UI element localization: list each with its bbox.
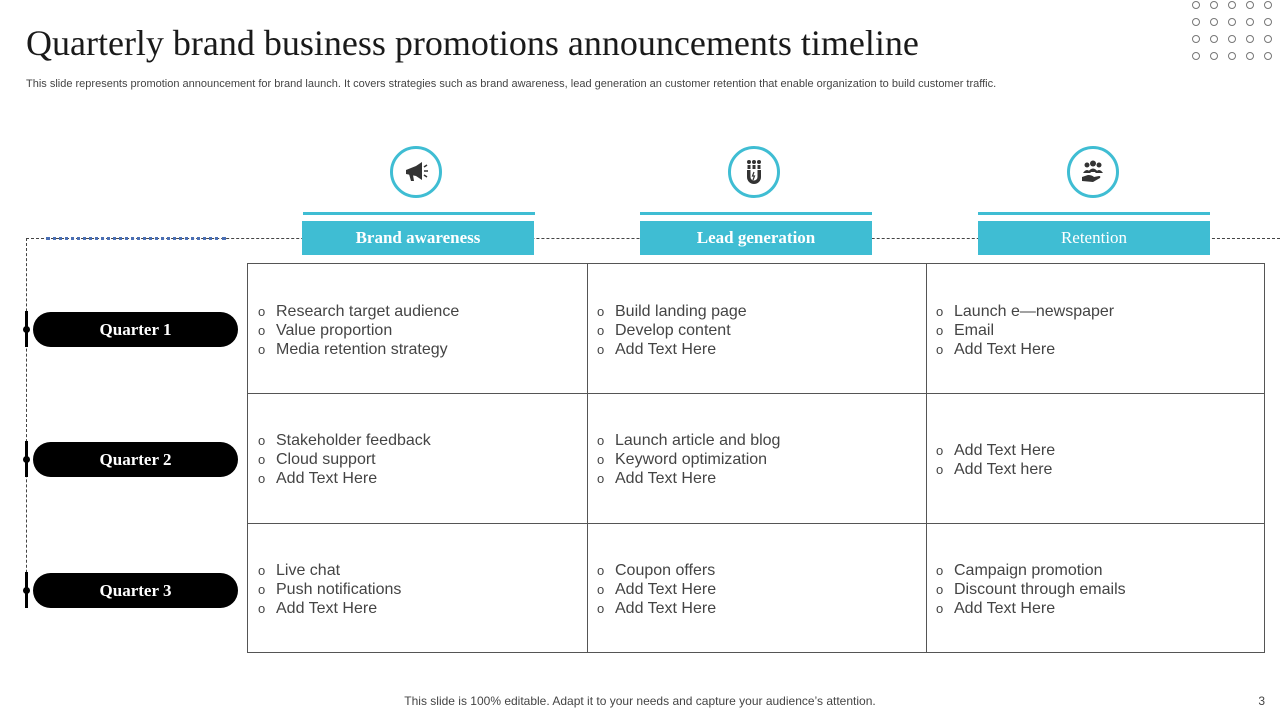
list-item: o Develop content [597, 321, 747, 340]
list-item: o Media retention strategy [258, 340, 459, 359]
decorative-dot [1228, 52, 1236, 60]
decorative-dot [1210, 35, 1218, 43]
list-item: o Live chat [258, 561, 401, 580]
decorative-dot [1246, 1, 1254, 9]
slide-footer: This slide is 100% editable. Adapt it to your needs and capture your audience’s attention. [404, 694, 876, 708]
list-item: o Value proportion [258, 321, 459, 340]
decorative-dot [1192, 1, 1200, 9]
table-cell-q2-retention [936, 441, 1055, 479]
slide-subtitle: This slide represents promotion announcement for brand launch. It covers strategies such as brand awareness, lead generation an customer retention that enable organization to build customer traffic. [26, 78, 997, 90]
column-icon-brand-awareness [390, 146, 442, 198]
list-item: o Add Text Here [597, 469, 780, 488]
column-accent-bar [640, 212, 872, 215]
list-item: o Add Text Here [936, 599, 1126, 618]
decorative-dot [1228, 18, 1236, 26]
decorative-dot [1264, 18, 1272, 26]
decorative-dot [1192, 52, 1200, 60]
list-item: o Add Text Here [258, 599, 401, 618]
column-accent-bar [303, 212, 535, 215]
table-cell-q1-retention [936, 302, 1114, 359]
decorative-dot [1210, 1, 1218, 9]
list-item: o Email [936, 321, 1114, 340]
table-cell-q3-lead-generation [597, 561, 716, 618]
row-divider [248, 523, 1264, 524]
column-icon-retention [1067, 146, 1119, 198]
decorative-dot [1210, 52, 1218, 60]
list-item: o Stakeholder feedback [258, 431, 431, 450]
list-item: o Add Text Here [258, 469, 431, 488]
timeline-accent-line [46, 237, 226, 240]
column-divider [926, 264, 927, 652]
list-item: o Launch article and blog [597, 431, 780, 450]
decorative-dot [1228, 35, 1236, 43]
row-divider [248, 393, 1264, 394]
timeline-vertical-line [26, 238, 27, 608]
decorative-dot [1246, 18, 1254, 26]
list-item: o Build landing page [597, 302, 747, 321]
megaphone-icon [402, 158, 430, 186]
decorative-dot [1264, 1, 1272, 9]
list-item: o Push notifications [258, 580, 401, 599]
table-cell-q3-brand-awareness [258, 561, 401, 618]
column-accent-bar [978, 212, 1210, 215]
list-item: o Cloud support [258, 450, 431, 469]
list-item: o Campaign promotion [936, 561, 1126, 580]
list-item: o Add Text here [936, 460, 1055, 479]
list-item: o Coupon offers [597, 561, 716, 580]
list-item: o Add Text Here [597, 599, 716, 618]
quarter-label-2: Quarter 2 [33, 442, 238, 477]
slide-title: Quarterly brand business promotions announcements timeline [26, 23, 919, 63]
quarter-marker-dot [23, 456, 30, 463]
decorative-dot-grid [1190, 0, 1280, 76]
list-item: o Add Text Here [936, 441, 1055, 460]
list-item: o Keyword optimization [597, 450, 780, 469]
list-item: o Add Text Here [936, 340, 1114, 359]
decorative-dot [1246, 35, 1254, 43]
quarter-label-3: Quarter 3 [33, 573, 238, 608]
customer-care-icon [1079, 158, 1107, 186]
decorative-dot [1192, 18, 1200, 26]
column-header-retention: Retention [978, 221, 1210, 255]
decorative-dot [1264, 35, 1272, 43]
quarter-marker-dot [23, 326, 30, 333]
magnet-people-icon [740, 158, 768, 186]
quarter-marker-dot [23, 587, 30, 594]
list-item: o Discount through emails [936, 580, 1126, 599]
decorative-dot [1228, 1, 1236, 9]
column-header-brand-awareness: Brand awareness [302, 221, 534, 255]
column-icon-lead-generation [728, 146, 780, 198]
list-item: o Add Text Here [597, 580, 716, 599]
list-item: o Research target audience [258, 302, 459, 321]
table-cell-q1-lead-generation [597, 302, 747, 359]
page-number: 3 [1258, 694, 1265, 708]
list-item: o Launch e—newspaper [936, 302, 1114, 321]
table-cell-q3-retention [936, 561, 1126, 618]
timeline-table [247, 263, 1265, 653]
decorative-dot [1192, 35, 1200, 43]
table-cell-q2-lead-generation [597, 431, 780, 488]
column-header-lead-generation: Lead generation [640, 221, 872, 255]
decorative-dot [1210, 18, 1218, 26]
quarter-label-1: Quarter 1 [33, 312, 238, 347]
decorative-dot [1264, 52, 1272, 60]
column-divider [587, 264, 588, 652]
decorative-dot [1246, 52, 1254, 60]
table-cell-q2-brand-awareness [258, 431, 431, 488]
table-cell-q1-brand-awareness [258, 302, 459, 359]
list-item: o Add Text Here [597, 340, 747, 359]
